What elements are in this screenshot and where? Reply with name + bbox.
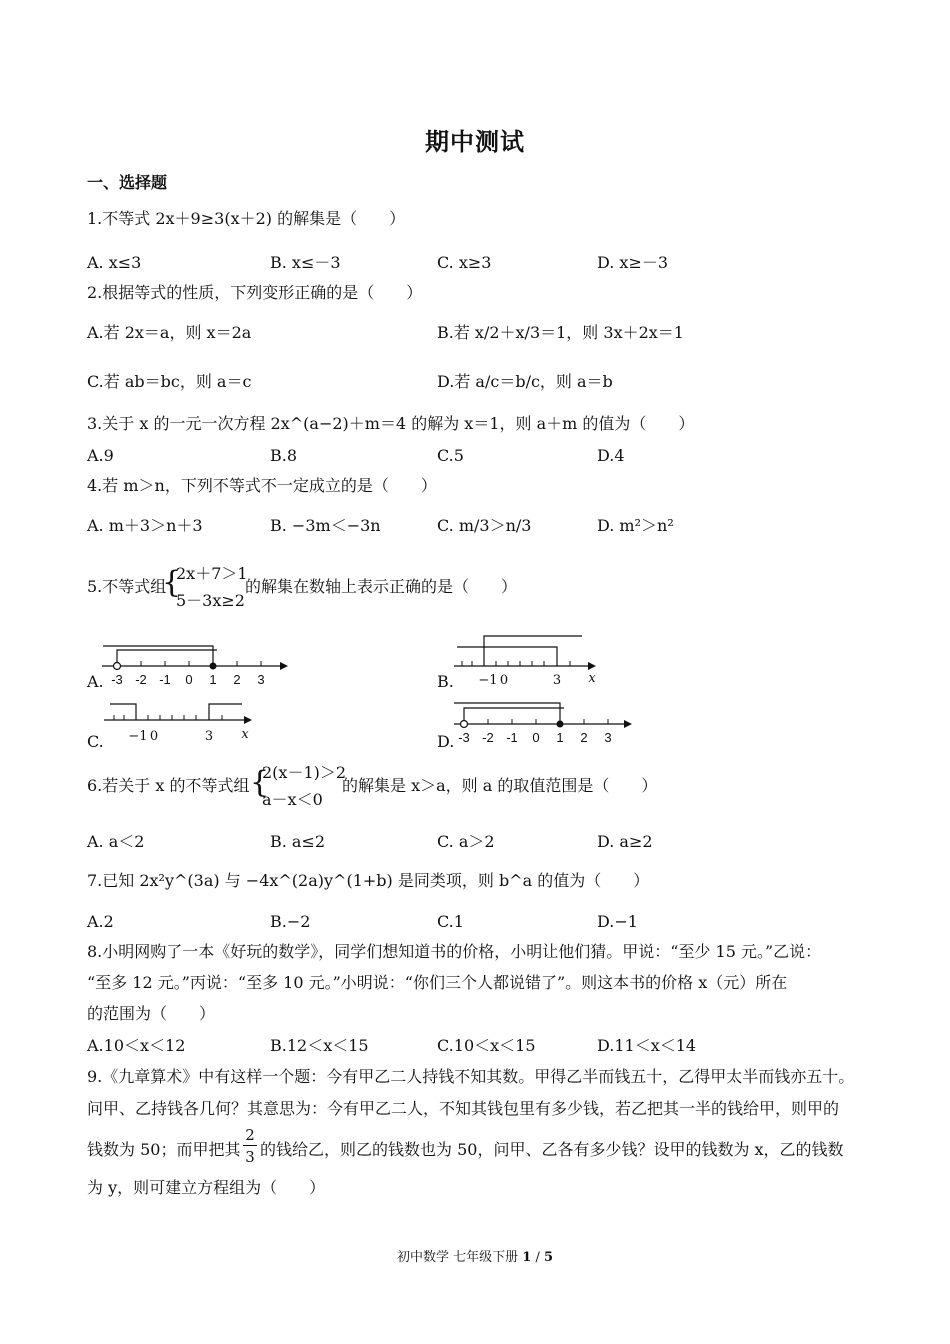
q8-option-d: D.11＜x＜14	[597, 1036, 697, 1055]
q3-option-b: B.8	[270, 446, 298, 465]
q8-option-c: C.10＜x＜15	[437, 1036, 536, 1055]
tick-label: -2	[135, 672, 147, 687]
q8-option-a: A.10＜x＜12	[87, 1036, 186, 1055]
question-9-line-2: 问甲、乙持钱各几何？其意思为：今有甲乙二人，不知其钱包里有多少钱，若乙把其一半的钱给甲，则甲的	[87, 1099, 840, 1118]
axis-variable: x	[588, 671, 596, 686]
question-9-line-4: 为 y，则可建立方程组为（ ）	[87, 1178, 326, 1197]
question-8-line-3: 的范围为（ ）	[87, 1004, 216, 1023]
footer-subject: 初中数学 七年级下册	[396, 1250, 519, 1265]
tick-label: 0	[149, 729, 159, 744]
tick-label: -1	[159, 672, 171, 687]
q5-option-d: D.	[437, 732, 455, 751]
question-9-line-1: 9.《九章算术》中有这样一个题：今有甲乙二人持钱不知其数。甲得乙半而钱五十，乙得甲太半而钱亦五十。	[87, 1067, 855, 1086]
brace-glyph: {	[250, 765, 270, 800]
q5-option-c: C.	[87, 732, 104, 751]
page-title: 期中测试	[425, 127, 525, 156]
section-heading: 一、选择题	[87, 173, 168, 192]
fraction-denominator: 3	[245, 1148, 255, 1166]
q2-option-c: C.若 ab＝bc，则 a＝c	[87, 372, 252, 391]
tick-label: −1	[478, 673, 498, 688]
q2-option-d: D.若 a/c＝b/c，则 a＝b	[437, 372, 613, 391]
fraction-numerator: 2	[245, 1126, 255, 1144]
question-9-line-3a: 钱数为 50；而甲把其	[87, 1140, 241, 1159]
question-8-line-1: 8.小明网购了一本《好玩的数学》，同学们想知道书的价格，小明让他们猜。甲说：“至少 15 元。”乙说：	[87, 942, 822, 961]
q7-option-b: B.−2	[270, 912, 311, 931]
q5-option-b: B.	[437, 672, 454, 691]
q1-option-c: C. x≥3	[437, 253, 492, 272]
tick-label: 1	[209, 672, 217, 687]
tick-label: 2	[233, 672, 241, 687]
question-9-line-3b: 的钱给乙，则乙的钱数也为 50，问甲、乙各有多少钱？设甲的钱数为 x，乙的钱数	[260, 1140, 844, 1159]
tick-label: 0	[185, 672, 193, 687]
question-2-stem: 2.根据等式的性质，下列变形正确的是（ ）	[87, 283, 423, 302]
question-4-stem: 4.若 m＞n，下列不等式不一定成立的是（ ）	[87, 476, 437, 495]
question-7-stem: 7.已知 2x²y^(3a) 与 −4x^(2a)y^(1+b) 是同类项，则 b^a 的值为（ ）	[87, 871, 650, 890]
tick-label: 3	[604, 730, 612, 745]
number-line-b	[452, 630, 602, 688]
q1-option-a: A. x≤3	[87, 253, 142, 272]
tick-label: -3	[111, 672, 123, 687]
number-line-d	[452, 698, 637, 748]
q4-option-a: A. m＋3＞n＋3	[87, 516, 203, 535]
q4-option-c: C. m/3＞n/3	[437, 516, 532, 535]
q3-option-c: C.5	[437, 446, 464, 465]
footer-page-total: 5	[543, 1250, 554, 1265]
tick-label: 2	[580, 730, 588, 745]
tick-label: 3	[552, 673, 562, 688]
footer-page-number: 1	[522, 1250, 532, 1265]
question-6-stem-suffix: 的解集是 x＞a，则 a 的取值范围是（ ）	[342, 776, 658, 795]
q6-option-c: C. a＞2	[437, 832, 495, 851]
q1-option-d: D. x≥－3	[597, 253, 669, 272]
tick-label: 1	[556, 730, 564, 745]
tick-label: -2	[482, 730, 494, 745]
q6-option-b: B. a≤2	[270, 832, 326, 851]
question-5-stem-suffix: 的解集在数轴上表示正确的是（ ）	[245, 577, 518, 596]
page-footer	[0, 1246, 950, 1265]
tick-label: 0	[499, 673, 509, 688]
question-5-stem-prefix: 5.不等式组	[87, 577, 167, 596]
tick-label: -3	[458, 730, 470, 745]
question-8-line-2: “至多 12 元。”丙说：“至多 10 元。”小明说：“你们三个人都说错了”。则这本书的价格 x（元）所在	[87, 973, 788, 992]
q7-option-a: A.2	[87, 912, 114, 931]
q6-option-a: A. a＜2	[87, 832, 145, 851]
number-line-c	[102, 696, 262, 746]
q3-option-d: D.4	[597, 446, 625, 465]
q5-system-line-1: 2x＋7＞1	[176, 564, 248, 583]
question-1-stem: 1.不等式 2x＋9≥3(x＋2) 的解集是（ ）	[87, 209, 406, 228]
q2-option-b: B.若 x/2＋x/3＝1，则 3x＋2x＝1	[437, 323, 684, 342]
fraction-bar	[243, 1145, 257, 1146]
q4-option-b: B. −3m＜−3n	[270, 516, 381, 535]
axis-variable: x	[241, 727, 249, 742]
tick-label: -1	[506, 730, 518, 745]
question-6-stem-prefix: 6.若关于 x 的不等式组	[87, 776, 250, 795]
q5-option-a: A.	[87, 672, 104, 691]
q3-option-a: A.9	[87, 446, 114, 465]
brace-glyph: {	[162, 565, 182, 600]
q6-system-line-1: 2(x－1)＞2	[262, 763, 347, 782]
q2-option-a: A.若 2x＝a，则 x＝2a	[87, 323, 252, 342]
tick-label: 3	[257, 672, 265, 687]
tick-label: −1	[128, 729, 148, 744]
question-3-stem: 3.关于 x 的一元一次方程 2x^(a−2)＋m＝4 的解为 x＝1，则 a＋m 的值为（ ）	[87, 414, 695, 433]
q7-option-d: D.−1	[597, 912, 638, 931]
number-line-a	[100, 636, 290, 691]
footer-separator: /	[531, 1250, 544, 1265]
tick-label: 3	[204, 729, 214, 744]
tick-label: 0	[532, 730, 540, 745]
q7-option-c: C.1	[437, 912, 464, 931]
q8-option-b: B.12＜x＜15	[270, 1036, 369, 1055]
q4-option-d: D. m²＞n²	[597, 516, 674, 535]
q6-option-d: D. a≥2	[597, 832, 653, 851]
q5-system-line-2: 5－3x≥2	[176, 591, 245, 610]
q6-system-line-2: a－x＜0	[262, 790, 323, 809]
q1-option-b: B. x≤－3	[270, 253, 341, 272]
